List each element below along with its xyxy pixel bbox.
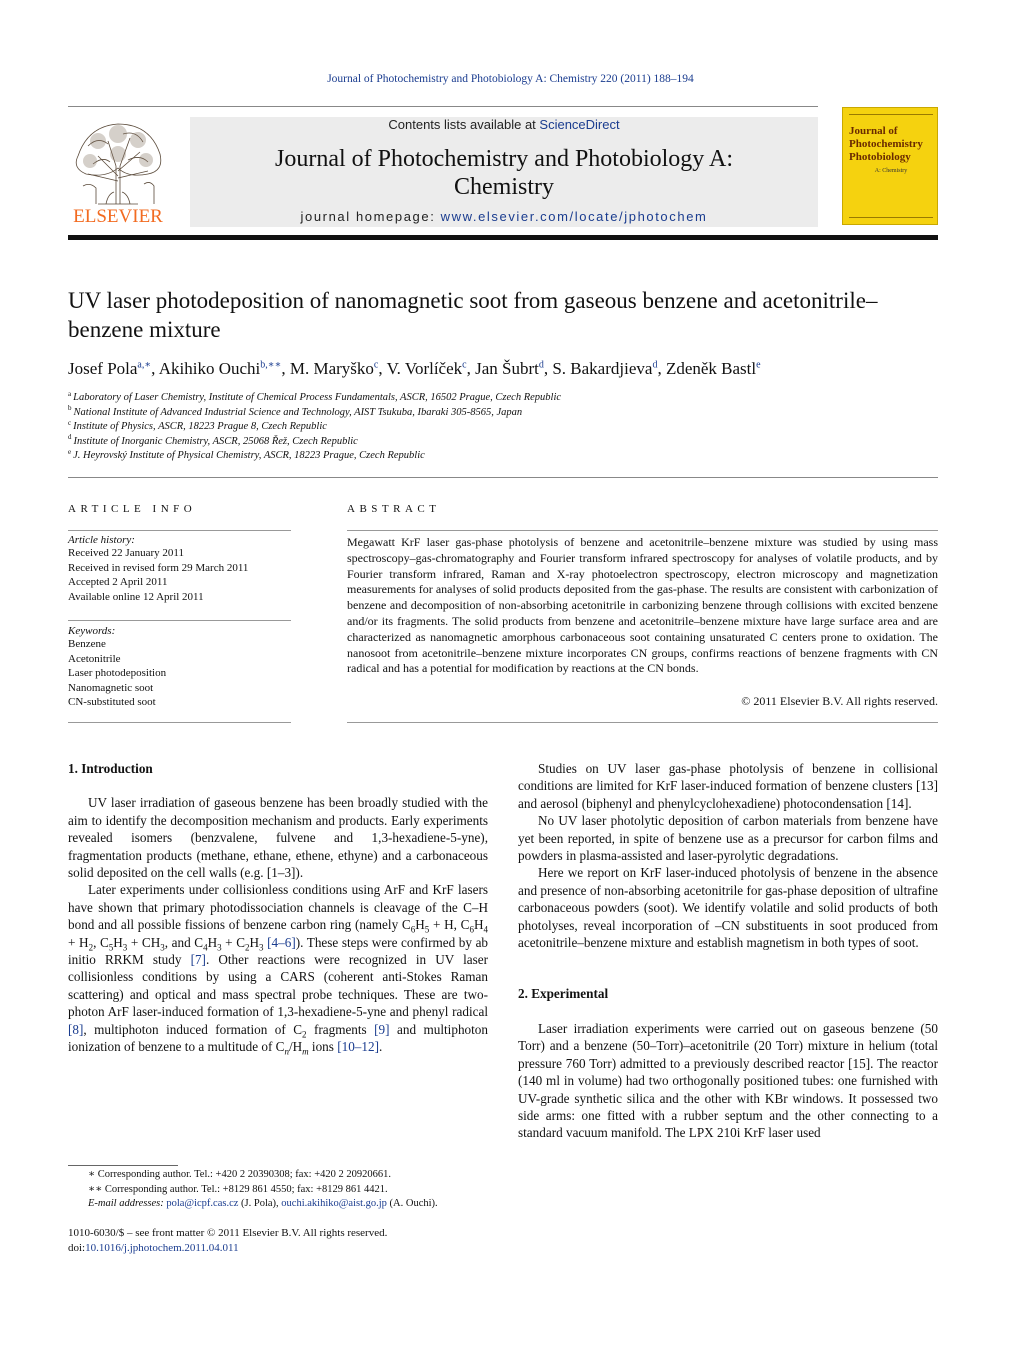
- header-thick-rule: [68, 235, 938, 240]
- author-list: Josef Pola$^{a,∗}$, Akihiko Ouchi$^{b,∗∗}$, M. Maryško$^c$, V. Vorlíček$^c$, Jan Šubrt$^d$, S. Bakardjieva$^d$, Zdeněk Bastl$^e$: [68, 359, 761, 378]
- doi-line: doi:10.1016/j.jphotochem.2011.04.011: [68, 1241, 239, 1254]
- elsevier-tree-icon: [68, 116, 168, 208]
- footnote-rule: [68, 1165, 178, 1166]
- keywords: [68, 625, 291, 710]
- keywords-heading: Keywords:: [68, 625, 116, 637]
- contents-prefix: Contents lists available at: [388, 117, 540, 132]
- journal-homepage: [190, 209, 818, 224]
- section-heading-introduction: 1. Introduction: [68, 761, 153, 776]
- contents-availability: [190, 117, 818, 132]
- affiliation: $^e$ J. Heyrovský Institute of Physical Chemistry, ASCR, 18223 Prague, Czech Republic: [68, 447, 425, 461]
- email-link[interactable]: ouchi.akihiko@aist.go.jp: [281, 1198, 387, 1209]
- homepage-prefix: journal homepage:: [300, 209, 441, 224]
- elsevier-logo[interactable]: [68, 116, 168, 228]
- email-prefix: E-mail addresses:: [88, 1198, 167, 1209]
- history-item: Available online 12 April 2011: [68, 590, 204, 603]
- footnotes: [68, 1168, 498, 1212]
- sciencedirect-link[interactable]: ScienceDirect: [539, 117, 620, 132]
- history-item: Received in revised form 29 March 2011: [68, 561, 249, 574]
- cover-subtitle: A: Chemistry: [874, 168, 908, 174]
- elsevier-wordmark: ELSEVIER: [73, 206, 163, 227]
- author[interactable]: S. Bakardjieva$^d$: [552, 359, 658, 378]
- reference-link[interactable]: [9]: [374, 1021, 390, 1037]
- footnote-emails: E-mail addresses: pola@icpf.cas.cz (J. Pola), ouchi.akihiko@aist.go.jp (A. Ouchi).: [88, 1198, 438, 1209]
- issn-doi: [68, 1226, 498, 1255]
- reference-link[interactable]: [7]: [190, 952, 206, 968]
- history-item: Accepted 2 April 2011: [68, 576, 168, 588]
- journal-title: [190, 145, 818, 201]
- article-info-bottom-rule: [68, 722, 291, 723]
- author[interactable]: Akihiko Ouchi$^{b,∗∗}$: [158, 359, 282, 378]
- journal-citation[interactable]: Journal of Photochemistry and Photobiology A: Chemistry 220 (2011) 188–194: [327, 73, 694, 85]
- keyword: Benzene: [68, 638, 106, 650]
- body-column-left: [68, 760, 488, 1056]
- paragraph: Studies on UV laser gas-phase photolysis of benzene in collisional conditions are limited for KrF laser-induced formation of benzene clusters [13] and aerosol (biphenyl and phenylcyclohexadiene) photocondensation [14].: [518, 761, 938, 811]
- doi-link[interactable]: 10.1016/j.jphotochem.2011.04.011: [85, 1241, 239, 1254]
- affiliation: $^a$ Laboratory of Laser Chemistry, Institute of Chemical Process Fundamentals, ASCR, 16502 Prague, Czech Republic: [68, 389, 562, 403]
- keyword: CN-substituted soot: [68, 696, 156, 708]
- author[interactable]: M. Maryško$^c$: [289, 359, 379, 378]
- issn-line: 1010-6030/$ – see front matter © 2011 Elsevier B.V. All rights reserved.: [68, 1227, 388, 1239]
- paragraph: Laser irradiation experiments were carried out on gaseous benzene (50 Torr) and a benzene (50–Torr)–acetonitrile (20 Torr) mixture in helium (total pressure 760 Torr) admitted to a previously described reactor [15]. The reactor (140 ml in volume) had two orthogonally positioned tubes: one furnished with UV-grade synthetic silica and the other with KBr windows. It possessed two side arms: one fitted with a rubber septum and the other connecting to a standard vacuum manifold. The LPX 210i KrF laser used: [518, 1020, 938, 1141]
- author[interactable]: Jan Šubrt$^d$: [475, 359, 544, 378]
- affiliations: [68, 391, 938, 464]
- abstract-bottom-rule: [347, 722, 938, 723]
- affiliation: $^d$ Institute of Inorganic Chemistry, ASCR, 25068 Řež, Czech Republic: [68, 433, 358, 447]
- paragraph: Later experiments under collisionless conditions using ArF and KrF lasers have shown that primary photodissociation channels is cleavage of the C–H bond and all possible fissions of benzene carbon ring (namely $C_6H_5 + H$, $C_6H_4 + H_2$, $C_5H_3 + CH_3$, and $C_4H_3 + C_2H_3$ [4–6]). These steps were confirmed by ab initio RRKM study [7]. Other reactions were recognized in UV laser collisionless conditions by using a CARS (coherent anti-Stokes Raman scattering) and optical and mass spectral probe techniques. These are two-photon ArF laser-induced formation of 1,3-hexadiene-5-yne and phenyl radical [8], multiphoton induced formation of $C_2$ fragments [9] and multiphoton ionization of benzene to a multitude of $C_n/H_m$ ions [10–12].: [68, 882, 489, 1057]
- reference-link[interactable]: [4–6]: [267, 934, 296, 950]
- article-title: UV laser photodeposition of nanomagnetic soot from gaseous benzene and acetonitrile–benzene mixture: [68, 288, 878, 342]
- reference-link[interactable]: [10–12]: [337, 1039, 379, 1055]
- keyword: Nanomagnetic soot: [68, 681, 154, 694]
- abstract-copyright: © 2011 Elsevier B.V. All rights reserved.: [741, 694, 938, 708]
- header-rule: [68, 106, 818, 107]
- author[interactable]: V. Vorlíček$^c$: [386, 359, 467, 378]
- article-history: [68, 534, 291, 604]
- paragraph: UV laser irradiation of gaseous benzene has been broadly studied with the aim to identify the decomposition mechanism and products. Early experiments revealed isomers (benzvalene, fulvene and 1,3-hexadiene-5-yne), fragmentation products (methane, ethane, ethene, ethyne) and a carbonaceous solid deposited on the cell walls (e.g. [1–3]).: [68, 795, 488, 881]
- journal-title-line2: Chemistry: [454, 174, 554, 200]
- journal-cover-thumbnail[interactable]: [842, 107, 938, 225]
- cover-rule-bottom: [849, 217, 933, 218]
- footnote: ∗∗ Corresponding author. Tel.: +8129 861 4550; fax: +8129 861 4421.: [88, 1183, 388, 1195]
- article-info-label: ARTICLE INFO: [68, 503, 197, 515]
- reference-link[interactable]: [8]: [68, 1021, 84, 1037]
- email-link[interactable]: pola@icpf.cas.cz: [166, 1198, 239, 1209]
- history-item: Received 22 January 2011: [68, 547, 184, 559]
- cover-rule: [849, 114, 933, 115]
- homepage-link[interactable]: www.elsevier.com/locate/jphotochem: [440, 209, 708, 224]
- cover-title: Journal of Photochemistry Photobiology: [849, 125, 923, 163]
- abstract-rule: [347, 530, 938, 531]
- section-heading-experimental: 2. Experimental: [518, 986, 609, 1002]
- author[interactable]: Zdeněk Bastl$^e$: [665, 359, 761, 378]
- article-info-rule: [68, 530, 291, 531]
- affiliations-rule: [68, 477, 938, 478]
- footnote: ∗ Corresponding author. Tel.: +420 2 20390308; fax: +420 2 20920661.: [88, 1169, 391, 1180]
- keyword: Acetonitrile: [68, 652, 121, 665]
- journal-title-line1: Journal of Photochemistry and Photobiology A:: [275, 146, 733, 172]
- body-column-right: [518, 760, 938, 1142]
- keyword: Laser photodeposition: [68, 667, 167, 679]
- keywords-rule: [68, 620, 291, 621]
- abstract-label: ABSTRACT: [347, 503, 441, 515]
- author[interactable]: Josef Pola$^{a,∗}$: [68, 359, 152, 378]
- history-heading: Article history:: [68, 534, 135, 546]
- abstract-text: Megawatt KrF laser gas-phase photolysis of benzene and acetonitrile–benzene mixture was studied by using mass spectroscopy–gas-chromatography and Fourier transform infrared spectroscopy for analyses of volatile products, and by Fourier transform infrared, Raman and X-ray photoelectron spectroscopy, electron microscopy and magnetization measurements for analyses of solid products deposited from the gas-phase. The results are consistent with carbonization of benzene and decomposition of non-absorbing acetonitrile in carbonizing benzene through collisions with excited benzene and/or its fragments. The solid products from benzene and acetonitrile–benzene mixture have large surface area and are characterized as nanomagnetic amorphous carbonaceous soot containing unsaturated C centers prone to oxidation. The nanosoot from acetonitrile–benzene mixture incorporates CN groups, confirms reactions of benzene fragments with CN radical and has a potential for modification by reactions at the CN bonds.: [347, 535, 938, 676]
- affiliation: $^b$ National Institute of Advanced Industrial Science and Technology, AIST Tsukuba, Ibaraki 305-8565, Japan: [68, 404, 523, 418]
- paragraph: Here we report on KrF laser-induced photolysis of benzene in the absence and presence of non-absorbing acetonitrile for gas-phase deposition of ultrafine carbonaceous powders (soot). We identify volatile and solid products of both photolyses, reveal incorporation of –CN substituents in soot produced from acetonitrile–benzene mixture and establish magnetism in both types of soot.: [518, 865, 938, 951]
- paragraph: No UV laser photolytic deposition of carbon materials from benzene have yet been reported, in spite of benzene use as a precursor for carbon films and powders in plasma-assisted and laser-pyrolytic degradations.: [518, 813, 938, 864]
- affiliation: $^c$ Institute of Physics, ASCR, 18223 Prague 8, Czech Republic: [68, 418, 327, 432]
